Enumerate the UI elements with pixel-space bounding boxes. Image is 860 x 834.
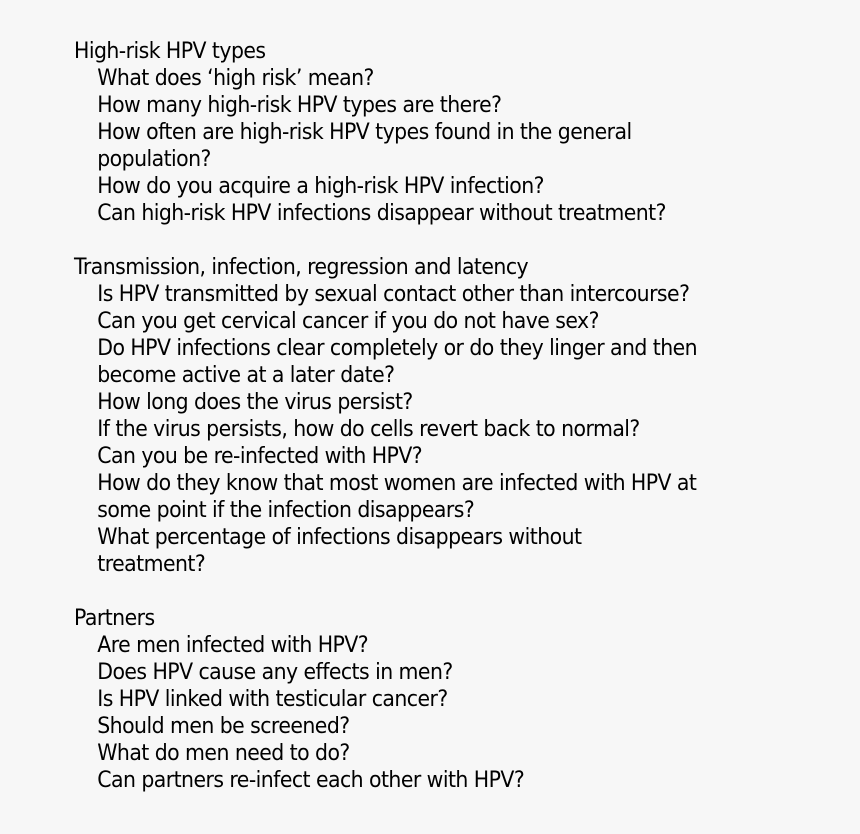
question-item: Is HPV transmitted by sexual contact other than intercourse? xyxy=(97,282,690,307)
question-item: How often are high-risk HPV types found in the general population? xyxy=(97,120,632,172)
section-title: High-risk HPV types xyxy=(74,39,266,64)
question-item: How do you acquire a high-risk HPV infection? xyxy=(97,174,544,199)
question-item: Are men infected with HPV? xyxy=(97,633,369,658)
section-partners xyxy=(74,605,814,794)
question-item: Does HPV cause any effects in men? xyxy=(97,660,453,685)
question-item: Do HPV infections clear completely or do they linger and then become active at a later date? xyxy=(97,336,698,388)
question-item: What does ‘high risk’ mean? xyxy=(97,66,374,91)
section-title: Transmission, infection, regression and latency xyxy=(74,255,529,280)
question-item: If the virus persists, how do cells revert back to normal? xyxy=(97,417,640,442)
question-item: How many high-risk HPV types are there? xyxy=(97,93,502,118)
question-item: Can high-risk HPV infections disappear without treatment? xyxy=(97,201,666,226)
question-item: What percentage of infections disappears without treatment? xyxy=(97,525,582,577)
question-item: How long does the virus persist? xyxy=(97,390,413,415)
section-title: Partners xyxy=(74,606,155,631)
question-item: How do they know that most women are infected with HPV at some point if the infection disappears? xyxy=(97,471,697,523)
question-item: Can you get cervical cancer if you do not have sex? xyxy=(97,309,599,334)
section-high-risk-hpv-types xyxy=(74,38,814,227)
question-item: Should men be screened? xyxy=(97,714,350,739)
faq-contents-list xyxy=(74,38,814,821)
question-item: Can partners re-infect each other with HPV? xyxy=(97,768,525,793)
question-item: Can you be re-infected with HPV? xyxy=(97,444,423,469)
question-item: Is HPV linked with testicular cancer? xyxy=(97,687,448,712)
section-transmission-infection xyxy=(74,254,814,578)
question-item: What do men need to do? xyxy=(97,741,350,766)
